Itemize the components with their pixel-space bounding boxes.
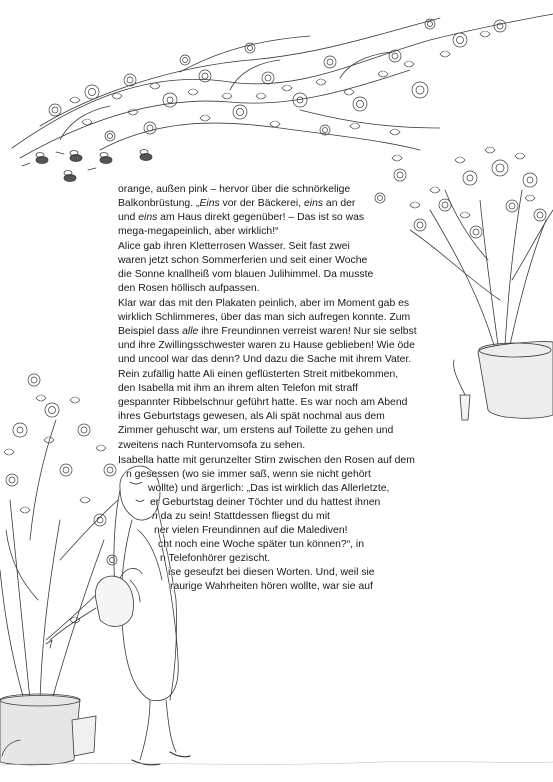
text-run: cht noch eine Woche später tun können?“, in [158, 539, 365, 550]
emphasis-text: Eins [199, 198, 220, 209]
text-line [118, 211, 364, 225]
text-run: den Rosen höllisch aufpassen. [118, 283, 260, 294]
text-run: waren jetzt schon Sommerferien und seit einer Woche [118, 255, 368, 266]
text-line [158, 538, 364, 552]
text-run: er Geburtstag deiner Töchter und du hattest ihnen [150, 497, 381, 508]
text-line [152, 510, 330, 524]
text-line [118, 197, 355, 211]
text-run: und [118, 212, 139, 223]
text-line [154, 524, 348, 538]
text-run: Zimmer gehuscht war, um erstens auf Toilette zu gehen und [118, 425, 394, 436]
text-run: Balkonbrüstung. „ [118, 198, 200, 209]
text-run: da zu sein! Stattdessen fliegst du mit [157, 511, 330, 522]
text-line [118, 424, 393, 438]
text-line [118, 396, 407, 410]
text-line [118, 454, 415, 468]
text-run: ihre Freundinnen verreist waren! Nur sie selbst [198, 326, 417, 337]
text-line [170, 580, 373, 594]
rose-bush-right [375, 147, 553, 420]
text-line [118, 382, 358, 396]
text-line [168, 566, 375, 580]
text-run: die Sonne knallheiß vom blauen Julihimmel. Da musste [118, 269, 374, 280]
text-run: Beispiel dass [118, 326, 183, 337]
text-run: orange, außen pink – hervor über die schnörkelige [118, 184, 351, 195]
rose-garland-top [12, 14, 553, 158]
text-line [118, 353, 411, 367]
text-line [150, 496, 380, 510]
text-line [118, 368, 398, 382]
text-line [118, 183, 350, 197]
text-line [118, 268, 373, 282]
text-run: Alice gab ihren Kletterrosen Wasser. Seit fast zwei [118, 241, 350, 252]
text-run: vor der Bäckerei, [219, 198, 304, 209]
text-run: den Isabella mit ihm an ihrem alten Telefon mit straff [118, 383, 358, 394]
text-line [118, 240, 350, 254]
bees [22, 150, 152, 182]
text-line [118, 410, 385, 424]
text-run: wirklich Schlimmeres, über das man sich aufregen konnte. Zum [118, 312, 411, 323]
emphasis-text: alle [182, 326, 199, 337]
text-run: ner vielen Freundinnen auf die Malediven! [154, 525, 348, 536]
emphasis-text: eins [303, 198, 324, 209]
text-line [160, 552, 270, 566]
emphasis-text: n [152, 511, 158, 522]
text-run: ihres Geburtstags gewesen, als Ali spät nochmal aus dem [118, 411, 385, 422]
text-run: wollte) und ärgerlich: „Das ist wirklich das Allerletzte, [148, 483, 390, 494]
text-run: Isabella hatte mit gerunzelter Stirn zwischen den Rosen auf dem [118, 455, 415, 466]
text-run: raurige Wahrheiten hören wollte, war sie auf [170, 581, 373, 592]
text-run: und uncool war das denn? Und dazu die Sache mit ihrem Vater. [118, 354, 412, 365]
text-run: und ihre Zwillingsschwester waren zu Hause geblieben! Wie öde [118, 340, 415, 351]
text-line [118, 225, 279, 239]
text-run: am Haus direkt gegenüber! – Das ist so was [157, 212, 365, 223]
text-line [118, 439, 305, 453]
text-line [118, 325, 417, 339]
text-run: ise geseufzt bei diesen Worten. Und, weil sie [168, 567, 375, 578]
text-run: Klar war das mit den Plakaten peinlich, aber im Moment gab es [118, 298, 410, 309]
rose-bush-left [0, 374, 118, 765]
text-line [126, 468, 371, 482]
text-run: Rein zufällig hatte Ali einen geflüsterten Streit mitbekommen, [118, 369, 399, 380]
text-line [118, 254, 367, 268]
text-line [118, 297, 409, 311]
text-line [118, 311, 410, 325]
text-run: zweitens nach Runtervomsofa zu sehen. [118, 440, 306, 451]
text-run: mega-megapeinlich, aber wirklich!“ [118, 226, 279, 237]
text-run: n Telefonhörer gezischt. [160, 553, 271, 564]
text-line [118, 339, 415, 353]
emphasis-text: eins [138, 212, 158, 223]
text-run: an der [323, 198, 356, 209]
text-line [148, 482, 389, 496]
text-run: n gesessen (wo sie immer saß, wenn sie nicht gehört [126, 469, 371, 480]
text-line [118, 282, 260, 296]
text-run: gespannter Ribbelschnur geführt hatte. Es war noch am Abend [118, 397, 408, 408]
